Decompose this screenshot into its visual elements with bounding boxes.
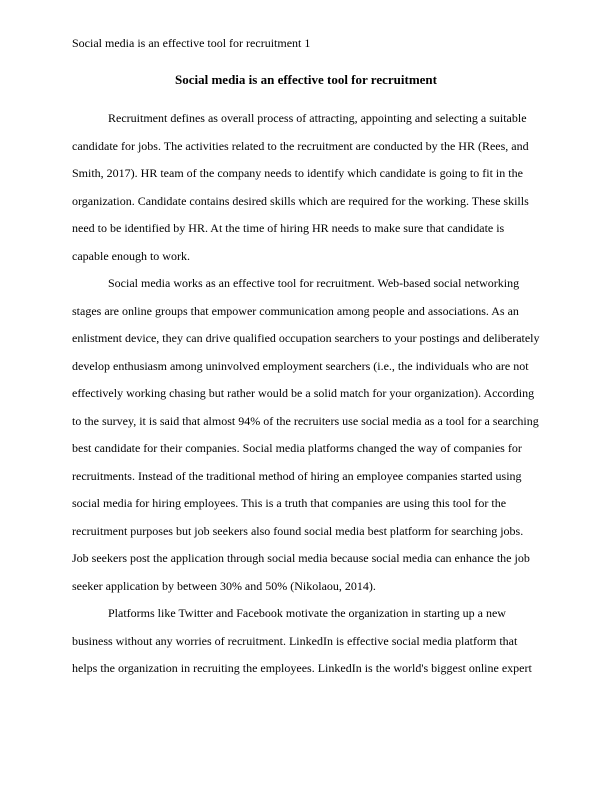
paragraph-line: enlistment device, they can drive qualified occupation searchers to your postings and deliberately: [72, 331, 540, 345]
paragraph-line: develop enthusiasm among uninvolved employment searchers (i.e., the individuals who are not: [72, 358, 529, 373]
paragraph-line: Job seekers post the application through social media because social media can enhance the job: [72, 551, 530, 565]
paragraph-line: effectively working chasing but rather would be a solid match for your organization). According: [72, 386, 535, 400]
paragraph-line: capable enough to work.: [72, 248, 190, 263]
paragraph-line: Social media works as an effective tool for recruitment. Web-based social networking: [108, 276, 520, 290]
paragraph-3: [72, 600, 540, 683]
paragraph-line: business without any worries of recruitment. LinkedIn is effective social media platform that: [72, 633, 518, 648]
paragraph-line: need to be identified by HR. At the time of hiring HR needs to make sure that candidate is: [72, 221, 505, 235]
document-title: Social media is an effective tool for recruitment: [175, 72, 437, 87]
paragraph-2: [72, 270, 540, 600]
paragraph-line: seeker application by between 30% and 50% (Nikolaou, 2014).: [72, 578, 376, 593]
document-body: [72, 105, 540, 683]
paragraph-line: stages are online groups that empower communication among people and associations. As an: [72, 303, 519, 318]
paragraph-line: Recruitment defines as overall process of attracting, appointing and selecting a suitable: [108, 111, 527, 125]
paragraph-line: recruitment purposes but job seekers also found social media best platform for searching jobs.: [72, 523, 524, 538]
paragraph-line: organization. Candidate contains desired skills which are required for the working. These skills: [72, 193, 529, 208]
paragraph-line: best candidate for their companies. Social media platforms changed the way of companies for: [72, 441, 522, 455]
paragraph-line: helps the organization in recruiting the employees. LinkedIn is the world's biggest online expert: [72, 661, 532, 675]
paragraph-line: social media for hiring employees. This is a truth that companies are using this tool for the: [72, 496, 507, 510]
paragraph-line: to the survey, it is said that almost 94% of the recruiters use social media as a tool for a searching: [72, 413, 539, 428]
paragraph-line: Platforms like Twitter and Facebook motivate the organization in starting up a new: [108, 606, 506, 620]
paragraph-line: candidate for jobs. The activities related to the recruitment are conducted by the HR (Rees, and: [72, 138, 529, 153]
paragraph-1: [72, 105, 540, 270]
running-head: Social media is an effective tool for recruitment 1: [72, 36, 311, 50]
paragraph-line: recruitments. Instead of the traditional method of hiring an employee companies started using: [72, 468, 522, 483]
paragraph-line: Smith, 2017). HR team of the company needs to identify which candidate is going to fit in the: [72, 166, 523, 180]
